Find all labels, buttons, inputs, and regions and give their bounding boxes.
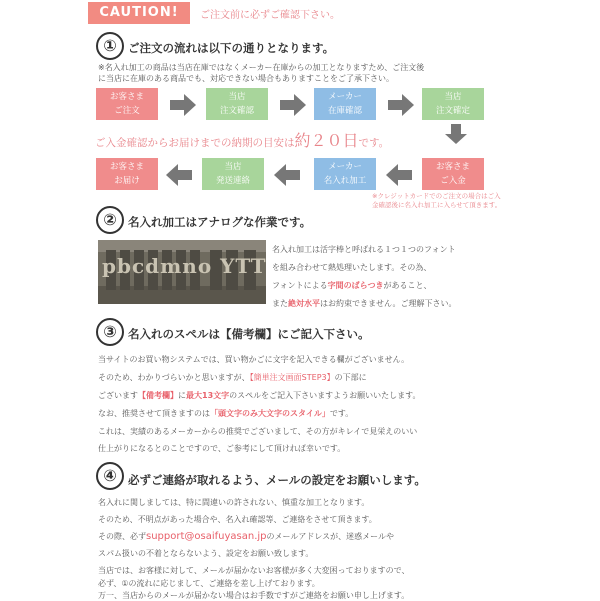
- flow-box-maker-stock: メーカー 在庫確認: [314, 88, 376, 120]
- arrow-left-icon: [274, 162, 300, 186]
- flow-box-customer-payment: お客さま ご入金: [422, 158, 484, 190]
- flow-box-shop-finalize: 当店 注文確定: [422, 88, 484, 120]
- section-4-line-1: 名入れに関しましては、特に間違いの許されない、慎重な加工となります。: [98, 498, 370, 507]
- flow-box-customer-order: お客さま ご注文: [96, 88, 158, 120]
- section-4-line-7: 万一、当店からのメールが届かない場合はお手数ですがご連絡をお願い申し上げます。: [98, 591, 410, 600]
- section-2-line-1: 名入れ加工は活字棒と呼ばれる１つ１つのフォント: [272, 245, 456, 254]
- section-2-number: ②: [96, 206, 124, 234]
- section-3-line-5: これは、実績のあるメーカーからの推奨でございまして、その方がキレイで見栄えのいい: [98, 427, 418, 436]
- section-4-number: ④: [96, 462, 124, 490]
- section-1-note-1: ※名入れ加工の商品は当店在庫ではなくメーカー在庫からの加工となりますため、ご注文後: [98, 63, 425, 72]
- arrow-left-icon: [386, 162, 412, 186]
- section-3-title: 名入れのスペルは【備考欄】にご記入下さい。: [128, 327, 370, 341]
- caution-badge: CAUTION!: [88, 2, 190, 24]
- section-4-line-4: スパム扱いの不着とならないよう、設定をお願い致します。: [98, 549, 314, 558]
- section-4-line-2: そのため、不明点があった場合や、名入れ確認等、ご連絡をさせて頂きます。: [98, 515, 377, 524]
- stamp-letters: pbcdmno YTT: [102, 254, 266, 278]
- section-4-line-5: 当店では、お客様に対して、メールが届かないお客様が多く大変困っておりますので、: [98, 566, 410, 575]
- caution-subtitle: ご注文前に必ずご確認下さい。: [200, 10, 340, 21]
- delivery-estimate: ご入金確認からお届けまでの納期の目安は約２０日です。: [95, 131, 390, 150]
- section-2-line-4: また絶対水平はお約束できません。ご理解下さい。: [272, 299, 457, 308]
- section-3-line-4: なお、推奨させて頂きますのは「頭文字のみ大文字のスタイル」です。: [98, 409, 354, 418]
- section-3-number: ③: [96, 318, 124, 346]
- arrow-down-icon: [446, 124, 466, 144]
- flow-box-shop-shipping: 当店 発送連絡: [202, 158, 264, 190]
- credit-card-note: ※クレジットカードでのご注文の場合はご入金確認後に名入れ加工に入らせて頂きます。: [372, 192, 502, 209]
- section-3-line-2: そのため、わかりづらいかと思いますが、【簡単注文画面STEP3】の下部に: [98, 373, 367, 382]
- section-1-note-2: に当店に在庫のある商品でも、対応できない場合もありますことをご了承下さい。: [98, 74, 394, 83]
- type-stamp-photo: [98, 240, 266, 304]
- flow-box-maker-engraving: メーカー 名入れ加工: [314, 158, 376, 190]
- arrow-right-icon: [280, 92, 306, 116]
- section-3-line-3: ございます【備考欄】に最大13文字のスペルをご記入下さいますようお願いいたします。: [98, 391, 421, 400]
- section-2-line-3: フォントによる字間のばらつきがあること、: [272, 281, 432, 290]
- section-4-title: 必ずご連絡が取れるよう、メールの設定をお願いします。: [128, 473, 426, 487]
- flow-box-customer-delivery: お客さま お届け: [96, 158, 158, 190]
- section-2-title: 名入れ加工はアナログな作業です。: [128, 215, 312, 229]
- section-1-title: ご注文の流れは以下の通りとなります。: [128, 41, 335, 55]
- section-4-line-6: 必ず、①の流れに応じまして、ご連絡を差し上げております。: [98, 579, 320, 588]
- section-2-line-2: を組み合わせて熱処理いたします。その為、: [272, 263, 432, 272]
- arrow-left-icon: [166, 162, 192, 186]
- flow-box-shop-confirm: 当店 注文確認: [206, 88, 268, 120]
- arrow-right-icon: [388, 92, 414, 116]
- section-4-line-3: その際、必ずsupport@osaifuyasan.jpのメールアドレスが、迷惑メールや: [98, 531, 394, 542]
- section-1-number: ①: [96, 32, 124, 60]
- section-3-line-6: 仕上がりになるとのことですので、ご参考にして頂ければ幸いです。: [98, 444, 346, 453]
- arrow-right-icon: [170, 92, 196, 116]
- section-3-line-1: 当サイトのお買い物システムでは、買い物かごに文字を記入できる欄がございません。: [98, 355, 410, 364]
